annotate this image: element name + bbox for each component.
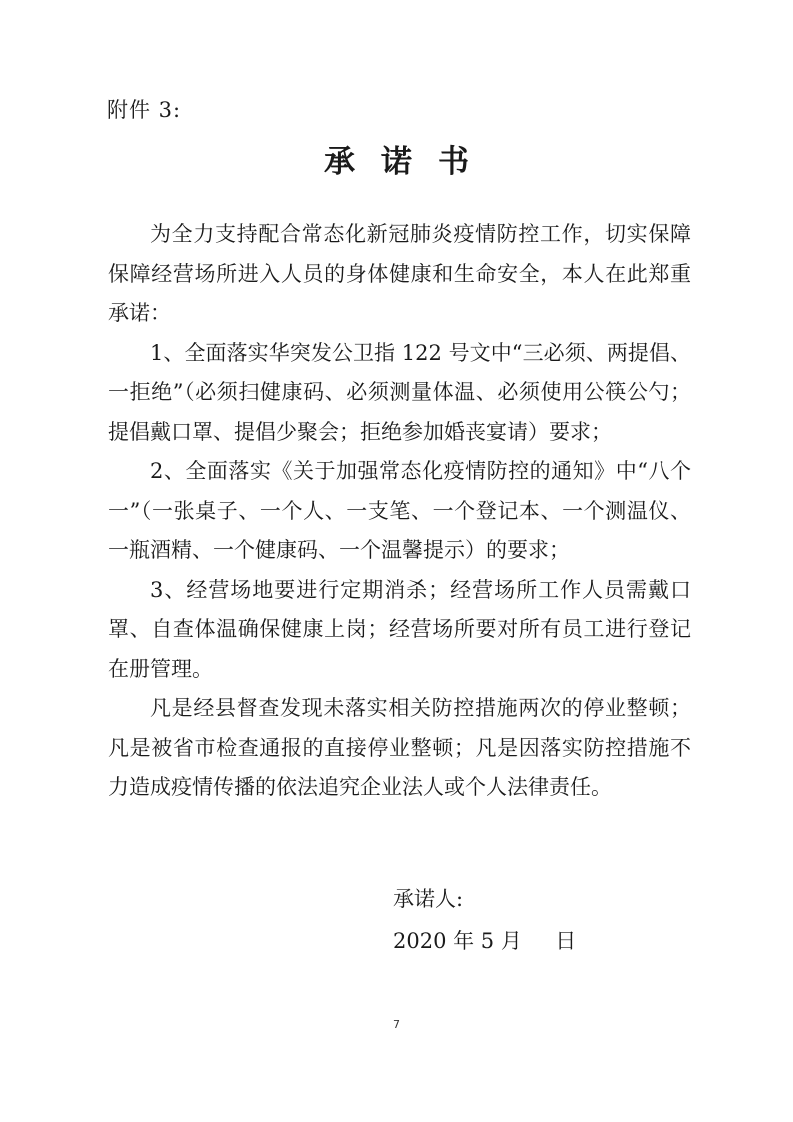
document-body [108, 215, 691, 808]
paragraph-penalty: 凡是经县督查发现未落实相关防控措施两次的停业整顿；凡是被省市检查通报的直接停业整顿；凡是因落实防控措施不力造成疫情传播的依法追究企业法人或个人法律责任。 [108, 696, 691, 799]
page-number: 7 [393, 1018, 400, 1031]
paragraph-intro: 为全力支持配合常态化新冠肺炎疫情防控工作，切实保障保障经营场所进入人员的身体健康和生命安全，本人在此郑重承诺： [108, 222, 691, 325]
paragraph-item-1: 1、全面落实华突发公卫指 122 号文中“三必须、两提倡、一拒绝”（必须扫健康码、必须测量体温、必须使用公筷公勺；提倡戴口罩、提倡少聚会；拒绝参加婚丧宴请）要求； [108, 340, 691, 444]
signer-label: 承诺人: [393, 887, 464, 911]
attachment-label: 附件 3: [107, 98, 182, 122]
paragraph-item-3: 3、经营场地要进行定期消杀；经营场所工作人员需戴口罩、自查体温确保健康上岗；经营场所要对所有员工进行登记在册管理。 [108, 577, 691, 681]
date-line: 2020 年 5 月 日 [393, 929, 577, 953]
paragraph-item-2: 2、全面落实《关于加强常态化疫情防控的通知》中“八个一”（一张桌子、一个人、一支笔、一个登记本、一个测温仪、一瓶酒精、一个健康码、一个温馨提示）的要求； [108, 459, 691, 562]
document-title: 承诺书 [324, 144, 495, 180]
